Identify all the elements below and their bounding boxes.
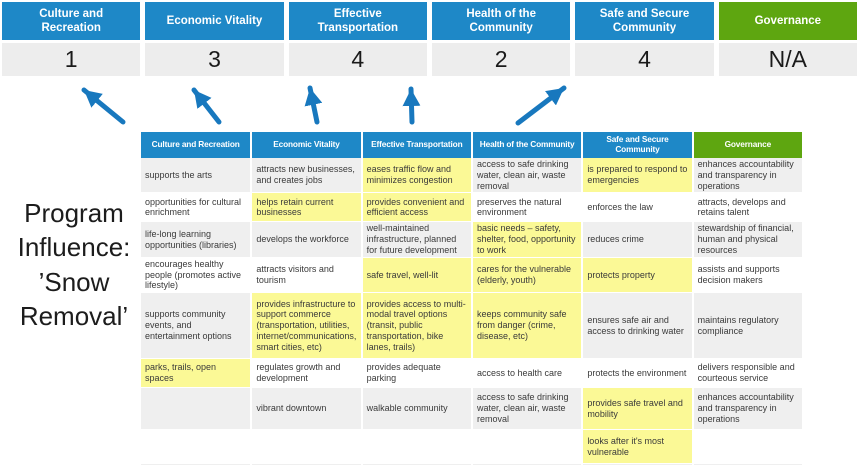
matrix-cell (693, 430, 803, 464)
matrix-cell: attracts visitors and tourism (251, 257, 361, 292)
matrix-cell: ensures safe air and access to drinking water (582, 293, 692, 359)
matrix-cell (141, 388, 251, 430)
matrix-cell: cares for the vulnerable (elderly, youth) (472, 257, 582, 292)
matrix-row-6 (141, 359, 803, 388)
matrix-header-cell: Health of the Community (472, 132, 582, 158)
matrix-row-4 (141, 257, 803, 292)
score-value: 1 (2, 43, 140, 76)
matrix-cell: develops the workforce (251, 222, 361, 257)
category-box: Governance (719, 2, 857, 40)
matrix-cell: delivers responsible and courteous service (693, 359, 803, 388)
matrix-cell: access to safe drinking water, clean air, waste removal (472, 158, 582, 193)
score-value: 4 (289, 43, 427, 76)
scoreboard-column-1 (2, 2, 140, 76)
matrix-cell: provides access to multi-modal travel options (transit, public transportation, bike lanes, trails) (362, 293, 472, 359)
matrix-cell: provides adequate parking (362, 359, 472, 388)
matrix-row-8 (141, 430, 803, 464)
matrix-cell: walkable community (362, 388, 472, 430)
matrix-cell: provides safe travel and mobility (582, 388, 692, 430)
scoreboard-column-5 (575, 2, 713, 76)
matrix-header-cell: Effective Transportation (362, 132, 472, 158)
category-box: Safe and Secure Community (575, 2, 713, 40)
matrix-cell: safe travel, well-lit (362, 257, 472, 292)
matrix-cell (472, 430, 582, 464)
matrix-cell: access to safe drinking water, clean air, waste removal (472, 388, 582, 430)
matrix-cell (251, 430, 361, 464)
matrix-cell: parks, trails, open spaces (141, 359, 251, 388)
matrix-cell: attracts new businesses, and creates jobs (251, 158, 361, 193)
matrix-row-7 (141, 388, 803, 430)
influence-arrow-2 (194, 90, 219, 122)
matrix-header-cell: Governance (693, 132, 803, 158)
scoreboard-column-4 (432, 2, 570, 76)
matrix-cell: looks after it's most vulnerable (582, 430, 692, 464)
matrix-cell: preserves the natural environment (472, 193, 582, 222)
score-value: 2 (432, 43, 570, 76)
matrix-cell: enhances accountability and transparency in operations (693, 388, 803, 430)
program-influence-label: Program Influence: ’Snow Removal’ (17, 198, 131, 331)
influence-arrow-3 (310, 88, 317, 122)
matrix-row-5 (141, 293, 803, 359)
matrix-cell: supports the arts (141, 158, 251, 193)
matrix-cell: opportunities for cultural enrichment (141, 193, 251, 222)
matrix-cell: keeps community safe from danger (crime, disease, etc) (472, 293, 582, 359)
matrix-cell: enhances accountability and transparency in operations (693, 158, 803, 193)
matrix-header-cell: Safe and Secure Community (582, 132, 692, 158)
scoreboard (2, 2, 857, 76)
matrix-cell: enforces the law (582, 193, 692, 222)
matrix-cell: provides infrastructure to support commerce (transportation, utilities, internet/communications, smart cities, etc) (251, 293, 361, 359)
matrix-cell: life-long learning opportunities (libraries) (141, 222, 251, 257)
matrix-cell: vibrant downtown (251, 388, 361, 430)
scoreboard-column-6 (719, 2, 857, 76)
scoreboard-column-2 (145, 2, 283, 76)
influence-arrow-5 (518, 88, 564, 123)
matrix-cell: encourages healthy people (promotes active lifestyle) (141, 257, 251, 292)
score-value: 4 (575, 43, 713, 76)
matrix-cell: supports community events, and entertainment options (141, 293, 251, 359)
matrix-cell: reduces crime (582, 222, 692, 257)
influence-arrow-4 (411, 89, 412, 122)
matrix-header-cell: Culture and Recreation (141, 132, 251, 158)
matrix-cell: well-maintained infrastructure, planned for future development (362, 222, 472, 257)
matrix-row-2 (141, 193, 803, 222)
category-box: Economic Vitality (145, 2, 283, 40)
scoreboard-column-3 (289, 2, 427, 76)
category-box: Culture and Recreation (2, 2, 140, 40)
influence-arrow-1 (84, 90, 123, 122)
score-value: 3 (145, 43, 283, 76)
matrix-cell: basic needs – safety, shelter, food, opportunity to work (472, 222, 582, 257)
matrix-cell: provides convenient and efficient access (362, 193, 472, 222)
matrix-cell: eases traffic flow and minimizes congestion (362, 158, 472, 193)
matrix-row-3 (141, 222, 803, 257)
matrix-body (141, 158, 803, 465)
matrix-cell: maintains regulatory compliance (693, 293, 803, 359)
matrix-row-1 (141, 158, 803, 193)
category-box: Effective Transportation (289, 2, 427, 40)
matrix-cell: regulates growth and development (251, 359, 361, 388)
matrix-cell: protects the environment (582, 359, 692, 388)
score-value: N/A (719, 43, 857, 76)
matrix-cell: stewardship of financial, human and physical resources (693, 222, 803, 257)
matrix-header-cell: Economic Vitality (251, 132, 361, 158)
matrix-cell: helps retain current businesses (251, 193, 361, 222)
matrix-cell: attracts, develops and retains talent (693, 193, 803, 222)
matrix-cell: access to health care (472, 359, 582, 388)
matrix-cell: protects property (582, 257, 692, 292)
matrix-cell: is prepared to respond to emergencies (582, 158, 692, 193)
matrix-cell: assists and supports decision makers (693, 257, 803, 292)
category-box: Health of the Community (432, 2, 570, 40)
matrix-cell (362, 430, 472, 464)
influence-matrix (141, 132, 804, 465)
matrix-cell (141, 430, 251, 464)
matrix-header-row (141, 132, 803, 158)
